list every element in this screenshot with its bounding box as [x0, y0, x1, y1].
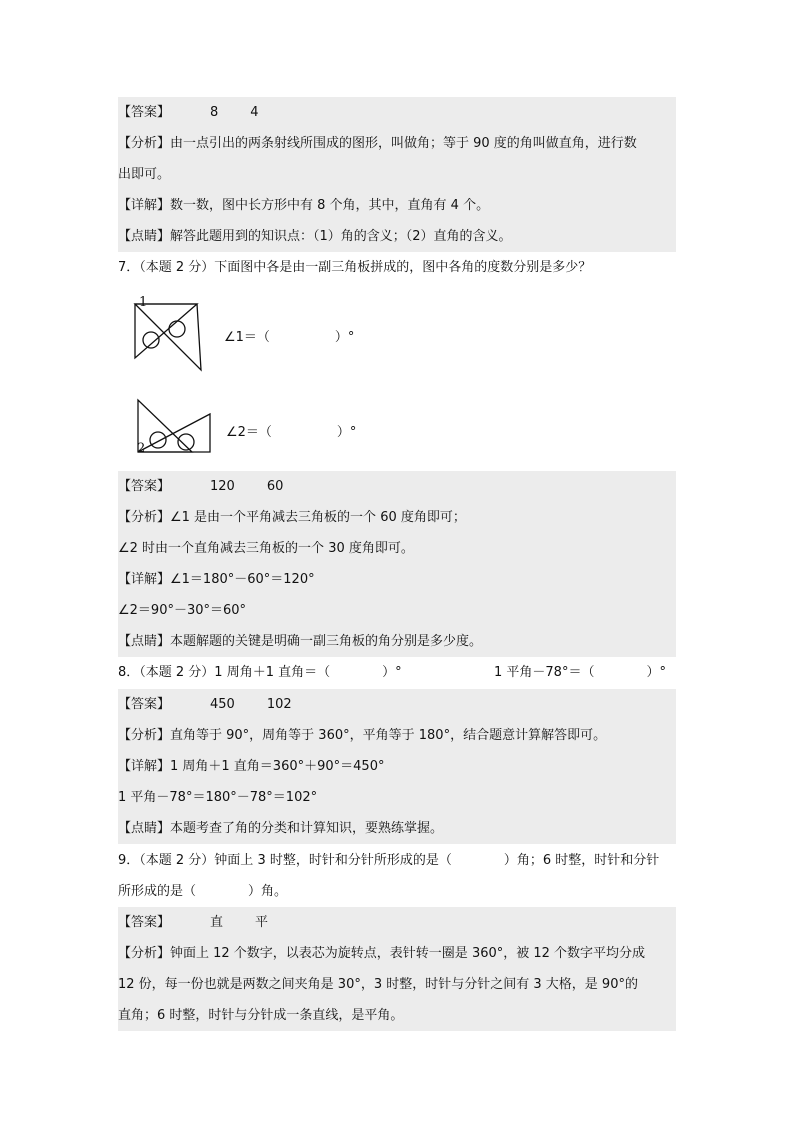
q8-detail-line: 1 平角－78°＝180°－78°＝102°: [118, 782, 676, 813]
answer-value: 60: [266, 479, 284, 494]
answer-tag: 【答案】: [118, 479, 171, 494]
q7-comment-line: 【点睛】本题解题的关键是明确一副三角板的角分别是多少度。: [118, 626, 676, 657]
q7-detail-line: ∠2＝90°－30°＝60°: [118, 595, 676, 626]
triangle-set-diagram-1: [125, 292, 210, 374]
angle-number-label: 1: [139, 295, 148, 310]
q7-answer-row: [118, 471, 676, 502]
triangle-outline: [135, 304, 201, 370]
angle-number-label: 2: [137, 441, 146, 456]
q6-analysis-line: 出即可。: [118, 159, 676, 190]
triangle-set-diagram-2: [128, 394, 216, 456]
answer-value: 平: [255, 915, 269, 930]
q9-question-line: 9．（本题 2 分）钟面上 3 时整，时针和分针所形成的是（ ）角；6 时整，时针和分针: [118, 853, 660, 868]
q6-detail-line: 【详解】数一数，图中长方形中有 8 个角，其中，直角有 4 个。: [118, 190, 676, 221]
q7-figure-1: [125, 292, 210, 378]
hole-circle: [150, 432, 166, 448]
answer-value: 8: [210, 105, 219, 120]
answer-tag: 【答案】: [118, 697, 171, 712]
q7-figure-2: [128, 394, 216, 460]
q9-analysis-line: 直角；6 时整，时针与分针成一条直线，是平角。: [118, 1000, 676, 1031]
q8-question-part: 8．（本题 2 分）1 周角＋1 直角＝（ ）°: [118, 665, 402, 680]
q7-analysis-line: 【分析】∠1 是由一个平角减去三角板的一个 60 度角即可；: [118, 502, 676, 533]
answer-value: 102: [266, 697, 292, 712]
q7-blank-2: ∠2＝（ ）°: [226, 425, 357, 440]
answer-tag: 【答案】: [118, 915, 171, 930]
answer-value: 直: [210, 915, 224, 930]
q9-analysis-line: 12 份，每一份也就是两数之间夹角是 30°，3 时整，时针与分针之间有 3 大格，是 90°的: [118, 969, 676, 1000]
q7-blank-1: ∠1＝（ ）°: [224, 330, 355, 345]
answer-tag: 【答案】: [118, 105, 171, 120]
hole-circle: [169, 321, 185, 337]
answer-value: 120: [210, 479, 235, 494]
q7-question: 7．（本题 2 分）下面图中各是由一副三角板拼成的，图中各角的度数分别是多少？: [118, 260, 592, 275]
triangle-outline: [135, 304, 197, 358]
q8-question: [118, 657, 676, 688]
q6-analysis-line: 【分析】由一点引出的两条射线所围成的图形，叫做角；等于 90 度的角叫做直角，进行数: [118, 128, 676, 159]
answer-value: 450: [210, 697, 235, 712]
answer-value: 4: [250, 105, 259, 120]
q9-analysis-line: 【分析】钟面上 12 个数字，以表芯为旋转点，表针转一圈是 360°，被 12 个数字平均分成: [118, 938, 676, 969]
q8-analysis-line: 【分析】直角等于 90°，周角等于 360°，平角等于 180°，结合题意计算解答即可。: [118, 720, 676, 751]
q8-comment-line: 【点睛】本题考查了角的分类和计算知识，要熟练掌握。: [118, 813, 676, 844]
q6-answer-row: [118, 97, 676, 128]
q8-question-part: 1 平角－78°＝（ ）°: [494, 665, 666, 680]
q6-comment-line: 【点睛】解答此题用到的知识点：（1）角的含义；（2）直角的含义。: [118, 221, 676, 252]
q7-analysis-line: ∠2 时由一个直角减去三角板的一个 30 度角即可。: [118, 533, 676, 564]
q9-question-line: 所形成的是（ ）角。: [118, 884, 288, 899]
q8-answer-row: [118, 689, 676, 720]
q8-detail-line: 【详解】1 周角＋1 直角＝360°＋90°＝450°: [118, 751, 676, 782]
q9-answer-row: [118, 907, 676, 938]
triangle-outline: [138, 414, 210, 452]
q7-detail-line: 【详解】∠1＝180°－60°＝120°: [118, 564, 676, 595]
hole-circle: [178, 434, 194, 450]
